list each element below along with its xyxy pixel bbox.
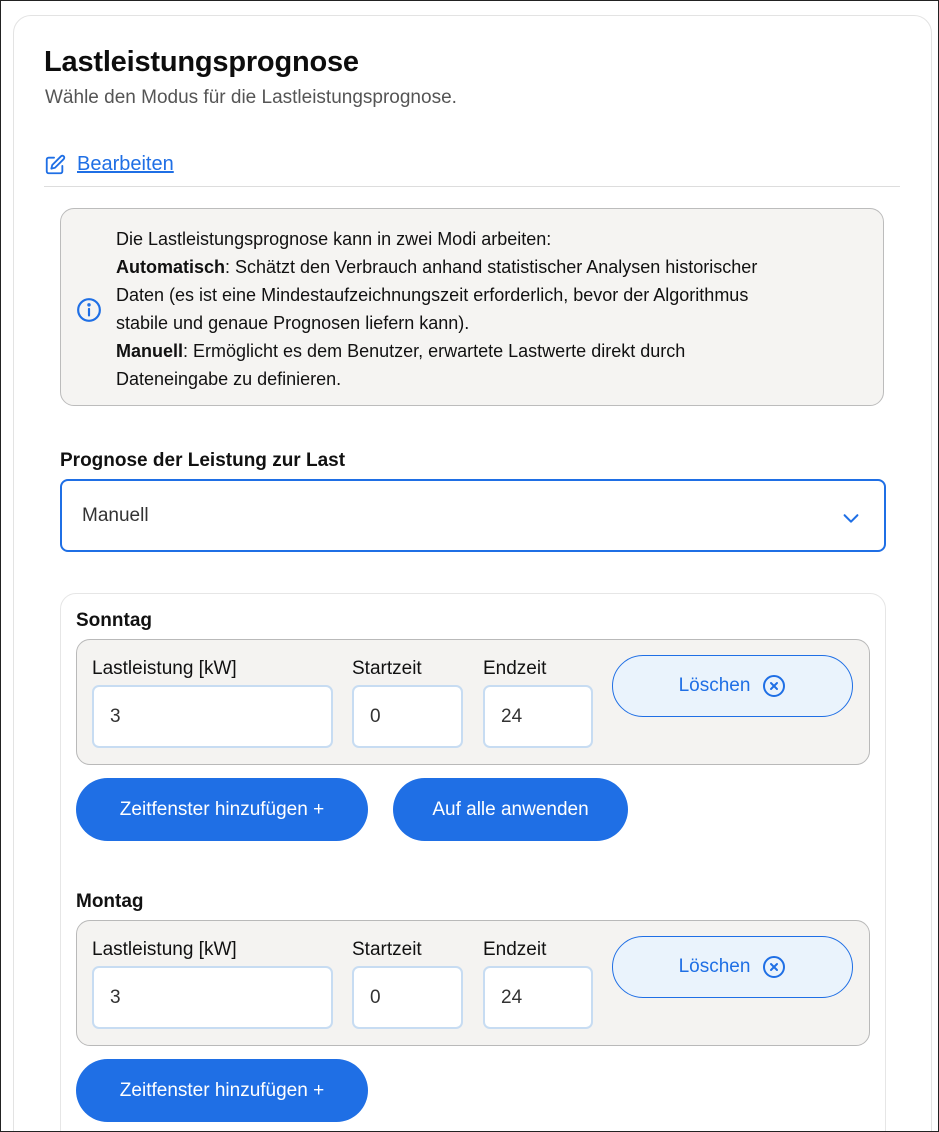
delete-label: Löschen <box>678 956 751 977</box>
weekly-schedule <box>60 593 886 1132</box>
add-time-window-button[interactable]: Zeitfenster hinzufügen + <box>76 1059 368 1122</box>
close-circle-icon <box>762 955 786 979</box>
forecast-card <box>13 15 932 1132</box>
info-auto-term: Automatisch <box>116 257 226 277</box>
load-label: Lastleistung [kW] <box>92 658 237 679</box>
info-manual-text-2: Dateneingabe zu definieren. <box>116 369 342 389</box>
day-title-montag: Montag <box>76 891 144 912</box>
info-auto-text-2: Daten (es ist eine Mindestaufzeichnungszeit erforderlich, bevor der Algorithmus <box>116 285 749 305</box>
divider <box>44 186 900 187</box>
info-auto-text-1: : Schätzt den Verbrauch anhand statistischer Analysen historischer <box>225 257 758 277</box>
chevron-down-icon <box>840 507 862 529</box>
apply-to-all-button[interactable]: Auf alle anwenden <box>393 778 628 841</box>
end-label: Endzeit <box>483 939 547 960</box>
edit-link[interactable] <box>44 153 174 176</box>
time-slot-sonntag <box>76 639 870 765</box>
info-manual-line <box>116 337 856 365</box>
delete-button[interactable] <box>612 936 853 998</box>
close-circle-icon <box>762 674 786 698</box>
info-manual-term: Manuell <box>116 341 184 361</box>
start-label: Startzeit <box>352 658 422 679</box>
start-time-input[interactable] <box>352 685 463 748</box>
delete-label: Löschen <box>678 675 751 696</box>
forecast-mode-select[interactable] <box>60 479 886 552</box>
day-title-sonntag: Sonntag <box>76 610 152 631</box>
load-input[interactable] <box>92 685 333 748</box>
end-time-input[interactable] <box>483 685 593 748</box>
info-intro: Die Lastleistungsprognose kann in zwei Modi arbeiten: <box>116 229 552 249</box>
add-time-window-button[interactable]: Zeitfenster hinzufügen + <box>76 778 368 841</box>
delete-button[interactable] <box>612 655 853 717</box>
forecast-mode-label: Prognose der Leistung zur Last <box>60 450 346 471</box>
forecast-mode-value: Manuell <box>82 505 149 526</box>
start-label: Startzeit <box>352 939 422 960</box>
page-subtitle: Wähle den Modus für die Lastleistungsprognose. <box>45 87 457 108</box>
info-auto-text-3: stabile und genaue Prognosen liefern kann). <box>116 313 470 333</box>
load-input[interactable] <box>92 966 333 1029</box>
info-icon <box>76 297 102 323</box>
end-label: Endzeit <box>483 658 547 679</box>
info-auto-line <box>116 253 856 281</box>
start-time-input[interactable] <box>352 966 463 1029</box>
info-manual-text-1: : Ermöglicht es dem Benutzer, erwartete Lastwerte direkt durch <box>183 341 686 361</box>
edit-icon <box>44 154 66 176</box>
info-box <box>60 208 884 406</box>
info-text <box>116 225 856 393</box>
load-label: Lastleistung [kW] <box>92 939 237 960</box>
time-slot-montag <box>76 920 870 1046</box>
end-time-input[interactable] <box>483 966 593 1029</box>
page-title: Lastleistungsprognose <box>44 46 359 78</box>
edit-label: Bearbeiten <box>77 153 174 175</box>
